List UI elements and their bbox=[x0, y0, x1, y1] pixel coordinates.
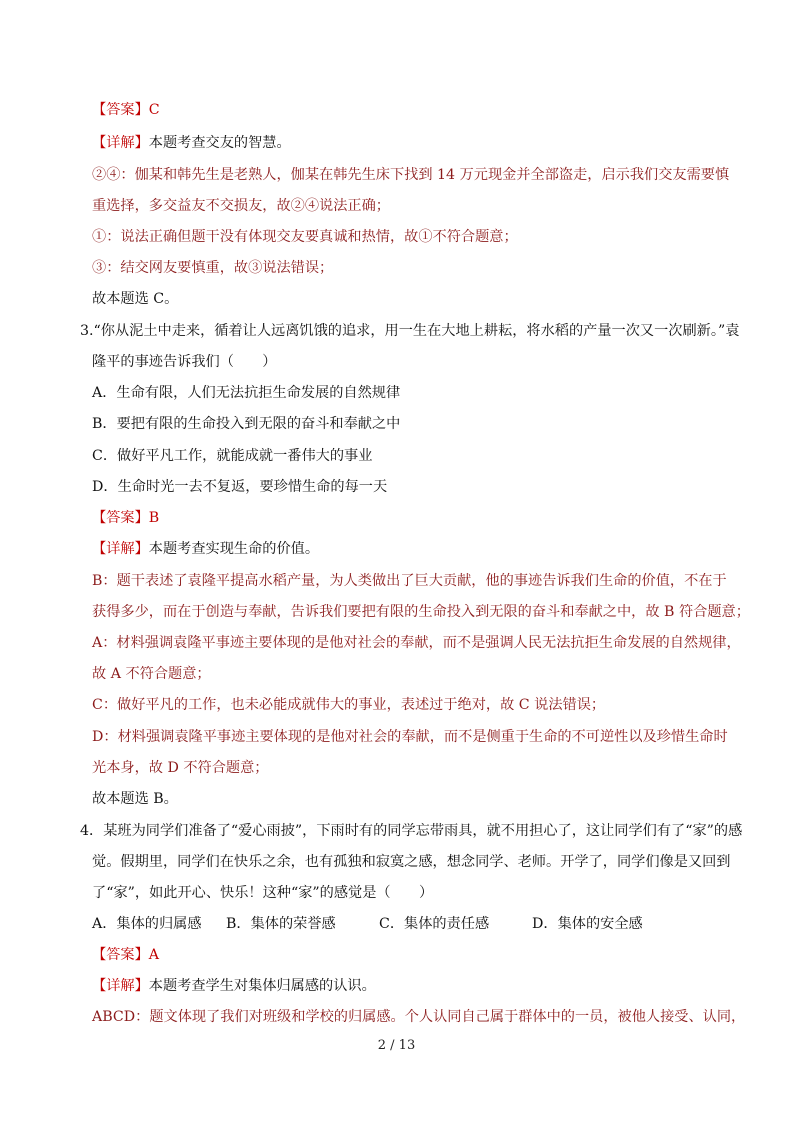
q3-option-d: D．生命时光一去不复返，要珍惜生命的每一天 bbox=[92, 479, 388, 495]
q4-answer bbox=[92, 945, 159, 965]
q3-stem-line: 隆平的事迹告诉我们（ ） bbox=[92, 354, 277, 370]
answer-value: B bbox=[148, 510, 160, 526]
q3-detail-line: 故 A 不符合题意； bbox=[92, 666, 211, 682]
q3-answer bbox=[92, 508, 159, 528]
q3-detail-line: 获得多少，而在于创造与奉献，告诉我们要把有限的生命投入到无限的奋斗和奉献之中，故 B 符合题意； bbox=[92, 604, 750, 620]
q3-detail-line: D：材料强调袁隆平事迹主要体现的是他对社会的奉献，而不是侧重于生命的不可逆性以及珍惜生命时 bbox=[92, 729, 728, 745]
q2-answer bbox=[92, 100, 160, 120]
q2-detail-heading bbox=[92, 133, 291, 153]
detail-tag: 【详解】 bbox=[92, 978, 149, 994]
q4-option-c: C．集体的责任感 bbox=[379, 916, 490, 932]
q3-detail-line: C：做好平凡的工作，也未必能成就伟大的事业，表述过于绝对，故 C 说法错误； bbox=[92, 697, 606, 713]
answer-tag: 【答案】 bbox=[92, 102, 149, 118]
detail-intro: 本题考查学生对集体归属感的认识。 bbox=[148, 978, 376, 994]
answer-value: A bbox=[148, 947, 160, 963]
detail-intro: 本题考查实现生命的价值。 bbox=[148, 541, 320, 557]
detail-tag: 【详解】 bbox=[92, 135, 149, 151]
q3-detail-heading bbox=[92, 539, 319, 559]
q2-detail-line: 重选择，多交益友不交损友，故②④说法正确； bbox=[92, 198, 390, 214]
q2-conclusion: 故本题选 C。 bbox=[92, 291, 179, 307]
q4-stem-line: 了“家”，如此开心、快乐！这种“家”的感觉是（ ） bbox=[92, 885, 434, 901]
q3-conclusion: 故本题选 B。 bbox=[92, 791, 178, 807]
answer-tag: 【答案】 bbox=[92, 947, 149, 963]
q3-option-b: B．要把有限的生命投入到无限的奋斗和奉献之中 bbox=[92, 416, 401, 432]
detail-intro: 本题考查交友的智慧。 bbox=[148, 135, 291, 151]
q2-detail-line: ②④：伽某和韩先生是老熟人，伽某在韩先生床下找到 14 万元现金并全部盗走，启示我们交友需要慎 bbox=[92, 167, 730, 183]
answer-value: C bbox=[148, 102, 160, 118]
q2-detail-line: ①：说法正确但题干没有体现交友要真诚和热情，故①不符合题意； bbox=[92, 229, 518, 245]
q4-option-d: D．集体的安全感 bbox=[532, 916, 643, 932]
page-number: 2 / 13 bbox=[377, 1038, 416, 1053]
q2-detail-line: ③：结交网友要慎重，故③说法错误； bbox=[92, 260, 334, 276]
q4-option-b: B．集体的荣誉感 bbox=[226, 916, 336, 932]
q4-stem-line: 4．某班为同学们准备了“爱心雨披”，下雨时有的同学忘带雨具，就不用担心了，这让同学们有了“家”的感 bbox=[80, 823, 743, 839]
detail-tag: 【详解】 bbox=[92, 541, 149, 557]
q3-stem-line: 3.“你从泥土中走来，循着让人远离饥饿的追求，用一生在大地上耕耘，将水稻的产量一次又一次刷新。”袁 bbox=[80, 323, 740, 339]
q3-detail-line: 光本身，故 D 不符合题意； bbox=[92, 760, 269, 776]
q3-detail-line: B：题干表述了袁隆平提高水稻产量，为人类做出了巨大贡献，他的事迹告诉我们生命的价值，不在于 bbox=[92, 573, 727, 589]
q3-option-c: C．做好平凡工作，就能成就一番伟大的事业 bbox=[92, 448, 373, 464]
q3-option-a: A．生命有限，人们无法抗拒生命发展的自然规律 bbox=[92, 385, 401, 401]
q3-detail-line: A：材料强调袁隆平事迹主要体现的是他对社会的奉献，而不是强调人民无法抗拒生命发展的自然规律， bbox=[92, 635, 741, 651]
q4-detail-heading bbox=[92, 976, 376, 996]
q4-option-a: A．集体的归属感 bbox=[92, 916, 202, 932]
q4-stem-line: 觉。假期里，同学们在快乐之余，也有孤独和寂寞之感，想念同学、老师。开学了，同学们像是又回到 bbox=[92, 854, 731, 870]
q4-detail-line: ABCD：题文体现了我们对班级和学校的归属感。个人认同自己属于群体中的一员，被他人接受、认同， bbox=[92, 1009, 746, 1025]
answer-tag: 【答案】 bbox=[92, 510, 149, 526]
